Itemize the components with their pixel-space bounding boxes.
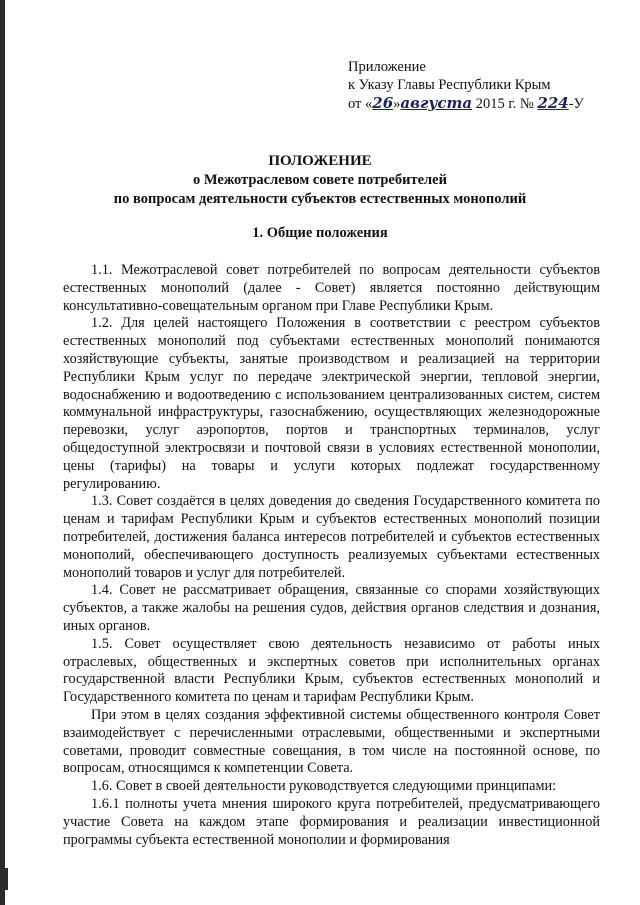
document-type: ПОЛОЖЕНИЕ	[268, 153, 372, 169]
paragraph-1-3: 1.3. Совет создаётся в целях доведения до сведения Государственного комитета по ценам и тарифам Республики Крым и субъектов естественных монополий позиции потребителей, достижения баланса интересов потребителей и субъектов естественных монополий, обеспечивающего доступность реализуемых субъектами естественных монополий товаров и услуг для потребителей.	[63, 493, 600, 581]
handwritten-day: 26	[372, 94, 394, 112]
year-text: 2015 г. №	[472, 96, 538, 112]
document-body	[63, 262, 600, 849]
scan-mark	[5, 868, 8, 890]
appendix-date-line	[348, 94, 638, 113]
appendix-line-2: к Указу Главы Республики Крым	[348, 77, 551, 93]
paragraph-1-5: 1.5. Совет осуществляет свою деятельность независимо от работы иных отраслевых, общественных и экспертных советов при исполнительных органах государственной власти Республики Крым, субъектов естественных монополий и Государственного комитета по ценам и тарифам Республики Крым.	[63, 635, 600, 706]
appendix-line-1: Приложение	[348, 59, 426, 75]
paragraph-1-2: 1.2. Для целей настоящего Положения в соответствии с реестром субъектов естественных монополий под субъектами естественных монополий понимаются хозяйствующие субъекты, занятые производством и реализацией на территории Республики Крым услуг по передаче электрической энергии, тепловой энергии, водоснабжению и водоотведению с использованием централизованных систем, систем коммунальной инфраструктуры, газоснабжению, осуществляющих железнодорожные перевозки, услуг аэропортов, портов и транспортных терминалов, услуг общедоступной электросвязи и почтовой связи в условиях естественной монополии, цены (тарифы) на товары и услуги которых подлежат государственному регулированию.	[63, 315, 600, 492]
paragraph-1-1: 1.1. Межотраслевой совет потребителей по вопросам деятельности субъектов естественных монополий (далее - Совет) является постоянно действующим консультативно-совещательным органом при Главе Республики Крым.	[63, 262, 600, 314]
paragraph-1-4: 1.4. Совет не рассматривает обращения, связанные со спорами хозяйствующих субъектов, а также жалобы на решения судов, действия органов следствия и дознания, иных органов.	[63, 582, 600, 634]
page-edge-shadow	[0, 0, 5, 905]
appendix-block	[348, 58, 638, 113]
date-prefix: от «	[348, 96, 373, 112]
title-line-2: о Межотраслевом совете потребителей	[193, 172, 447, 188]
paragraph-1-6: 1.6. Совет в своей деятельности руководствуется следующими принципами:	[91, 778, 557, 795]
handwritten-month: августа	[400, 94, 473, 112]
handwritten-number: 224	[537, 94, 569, 112]
section-title: 1. Общие положения	[252, 225, 388, 241]
paragraph-interaction: При этом в целях создания эффективной системы общественного контроля Совет взаимодействует с перечисленными отраслевыми, общественными и экспертными советами, проводит совместные совещания, в том числе на постоянной основе, по вопросам, относящимся к компетенции Совета.	[63, 706, 600, 777]
paragraph-1-6-1: 1.6.1 полноты учета мнения широкого круга потребителей, предусматривающего участие Совета на каждом этапе формирования и реализации инвестиционной программы субъекта естественной монополии и формирования	[63, 795, 600, 848]
document-title-block	[0, 152, 640, 209]
number-suffix: -У	[568, 96, 584, 112]
title-line-3: по вопросам деятельности субъектов естественных монополий	[113, 191, 527, 207]
quote-close: »	[393, 96, 401, 112]
